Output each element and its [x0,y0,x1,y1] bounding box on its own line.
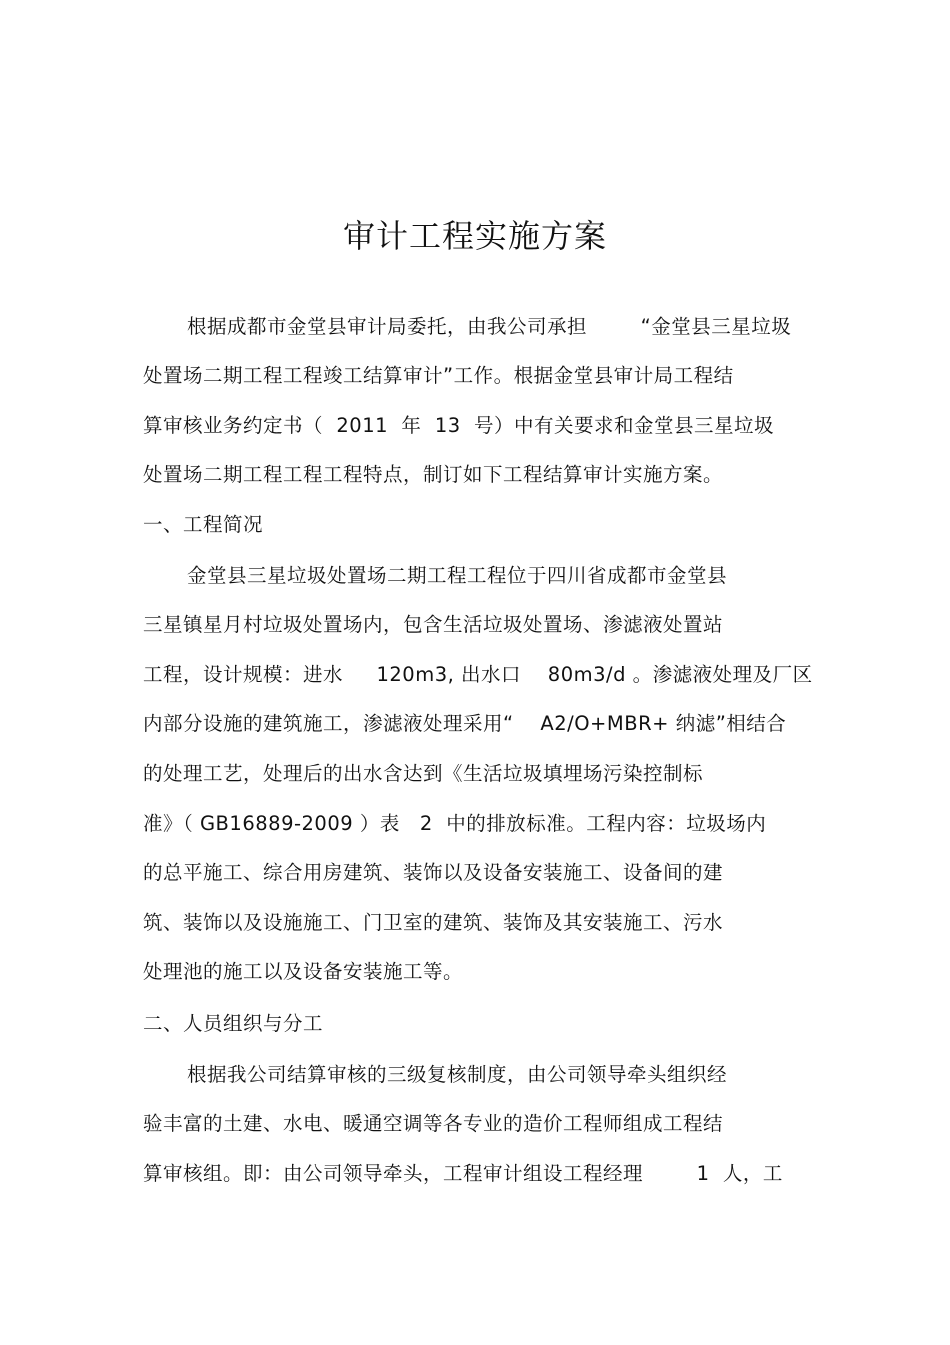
paragraph-line: 根据我公司结算审核的三级复核制度，由公司领导牵头组织经 [187,1063,728,1086]
paragraph-line: 的总平施工、综合用房建筑、装饰以及设备安装施工、设备间的建 [143,861,724,884]
section-heading: 二、人员组织与分工 [143,1012,324,1035]
paragraph-line: 处置场二期工程工程竣工结算审计”工作。根据金堂县审计局工程结 [143,364,734,387]
paragraph-line: 处置场二期工程工程工程特点，制订如下工程结算审计实施方案。 [143,463,724,486]
paragraph-line: 的处理工艺，处理后的出水含达到《生活垃圾填埋场污染控制标 [143,762,704,785]
paragraph-line: 准》（ GB16889-2009 ）表 2 中的排放标准。工程内容：垃圾场内 [143,812,767,835]
paragraph-line: 内部分设施的建筑施工，渗滤液处理采用“ A2/O+MBR+ 纳滤”相结合 [143,712,787,735]
paragraph-line: 三星镇星月村垃圾处置场内，包含生活垃圾处置场、渗滤液处置站 [143,613,724,636]
paragraph-line: 根据成都市金堂县审计局委托，由我公司承担 “金堂县三星垃圾 [187,315,792,338]
document-title: 审计工程实施方案 [342,217,607,255]
paragraph-line: 算审核组。即：由公司领导牵头，工程审计组设工程经理 1 人，工 [143,1162,783,1185]
paragraph-line: 筑、装饰以及设施施工、门卫室的建筑、装饰及其安装施工、污水 [143,911,724,934]
paragraph-line: 处理池的施工以及设备安装施工等。 [143,960,464,983]
paragraph-line: 金堂县三星垃圾处置场二期工程工程位于四川省成都市金堂县 [187,564,728,587]
paragraph-line: 工程，设计规模：进水 120m3, 出水口 80m3/d 。渗滤液处理及厂区 [143,663,813,686]
section-heading: 一、工程简况 [143,513,264,536]
paragraph-line: 算审核业务约定书（ 2011 年 13 号）中有关要求和金堂县三星垃圾 [143,414,775,437]
paragraph-line: 验丰富的土建、水电、暖通空调等各专业的造价工程师组成工程结 [143,1112,724,1135]
